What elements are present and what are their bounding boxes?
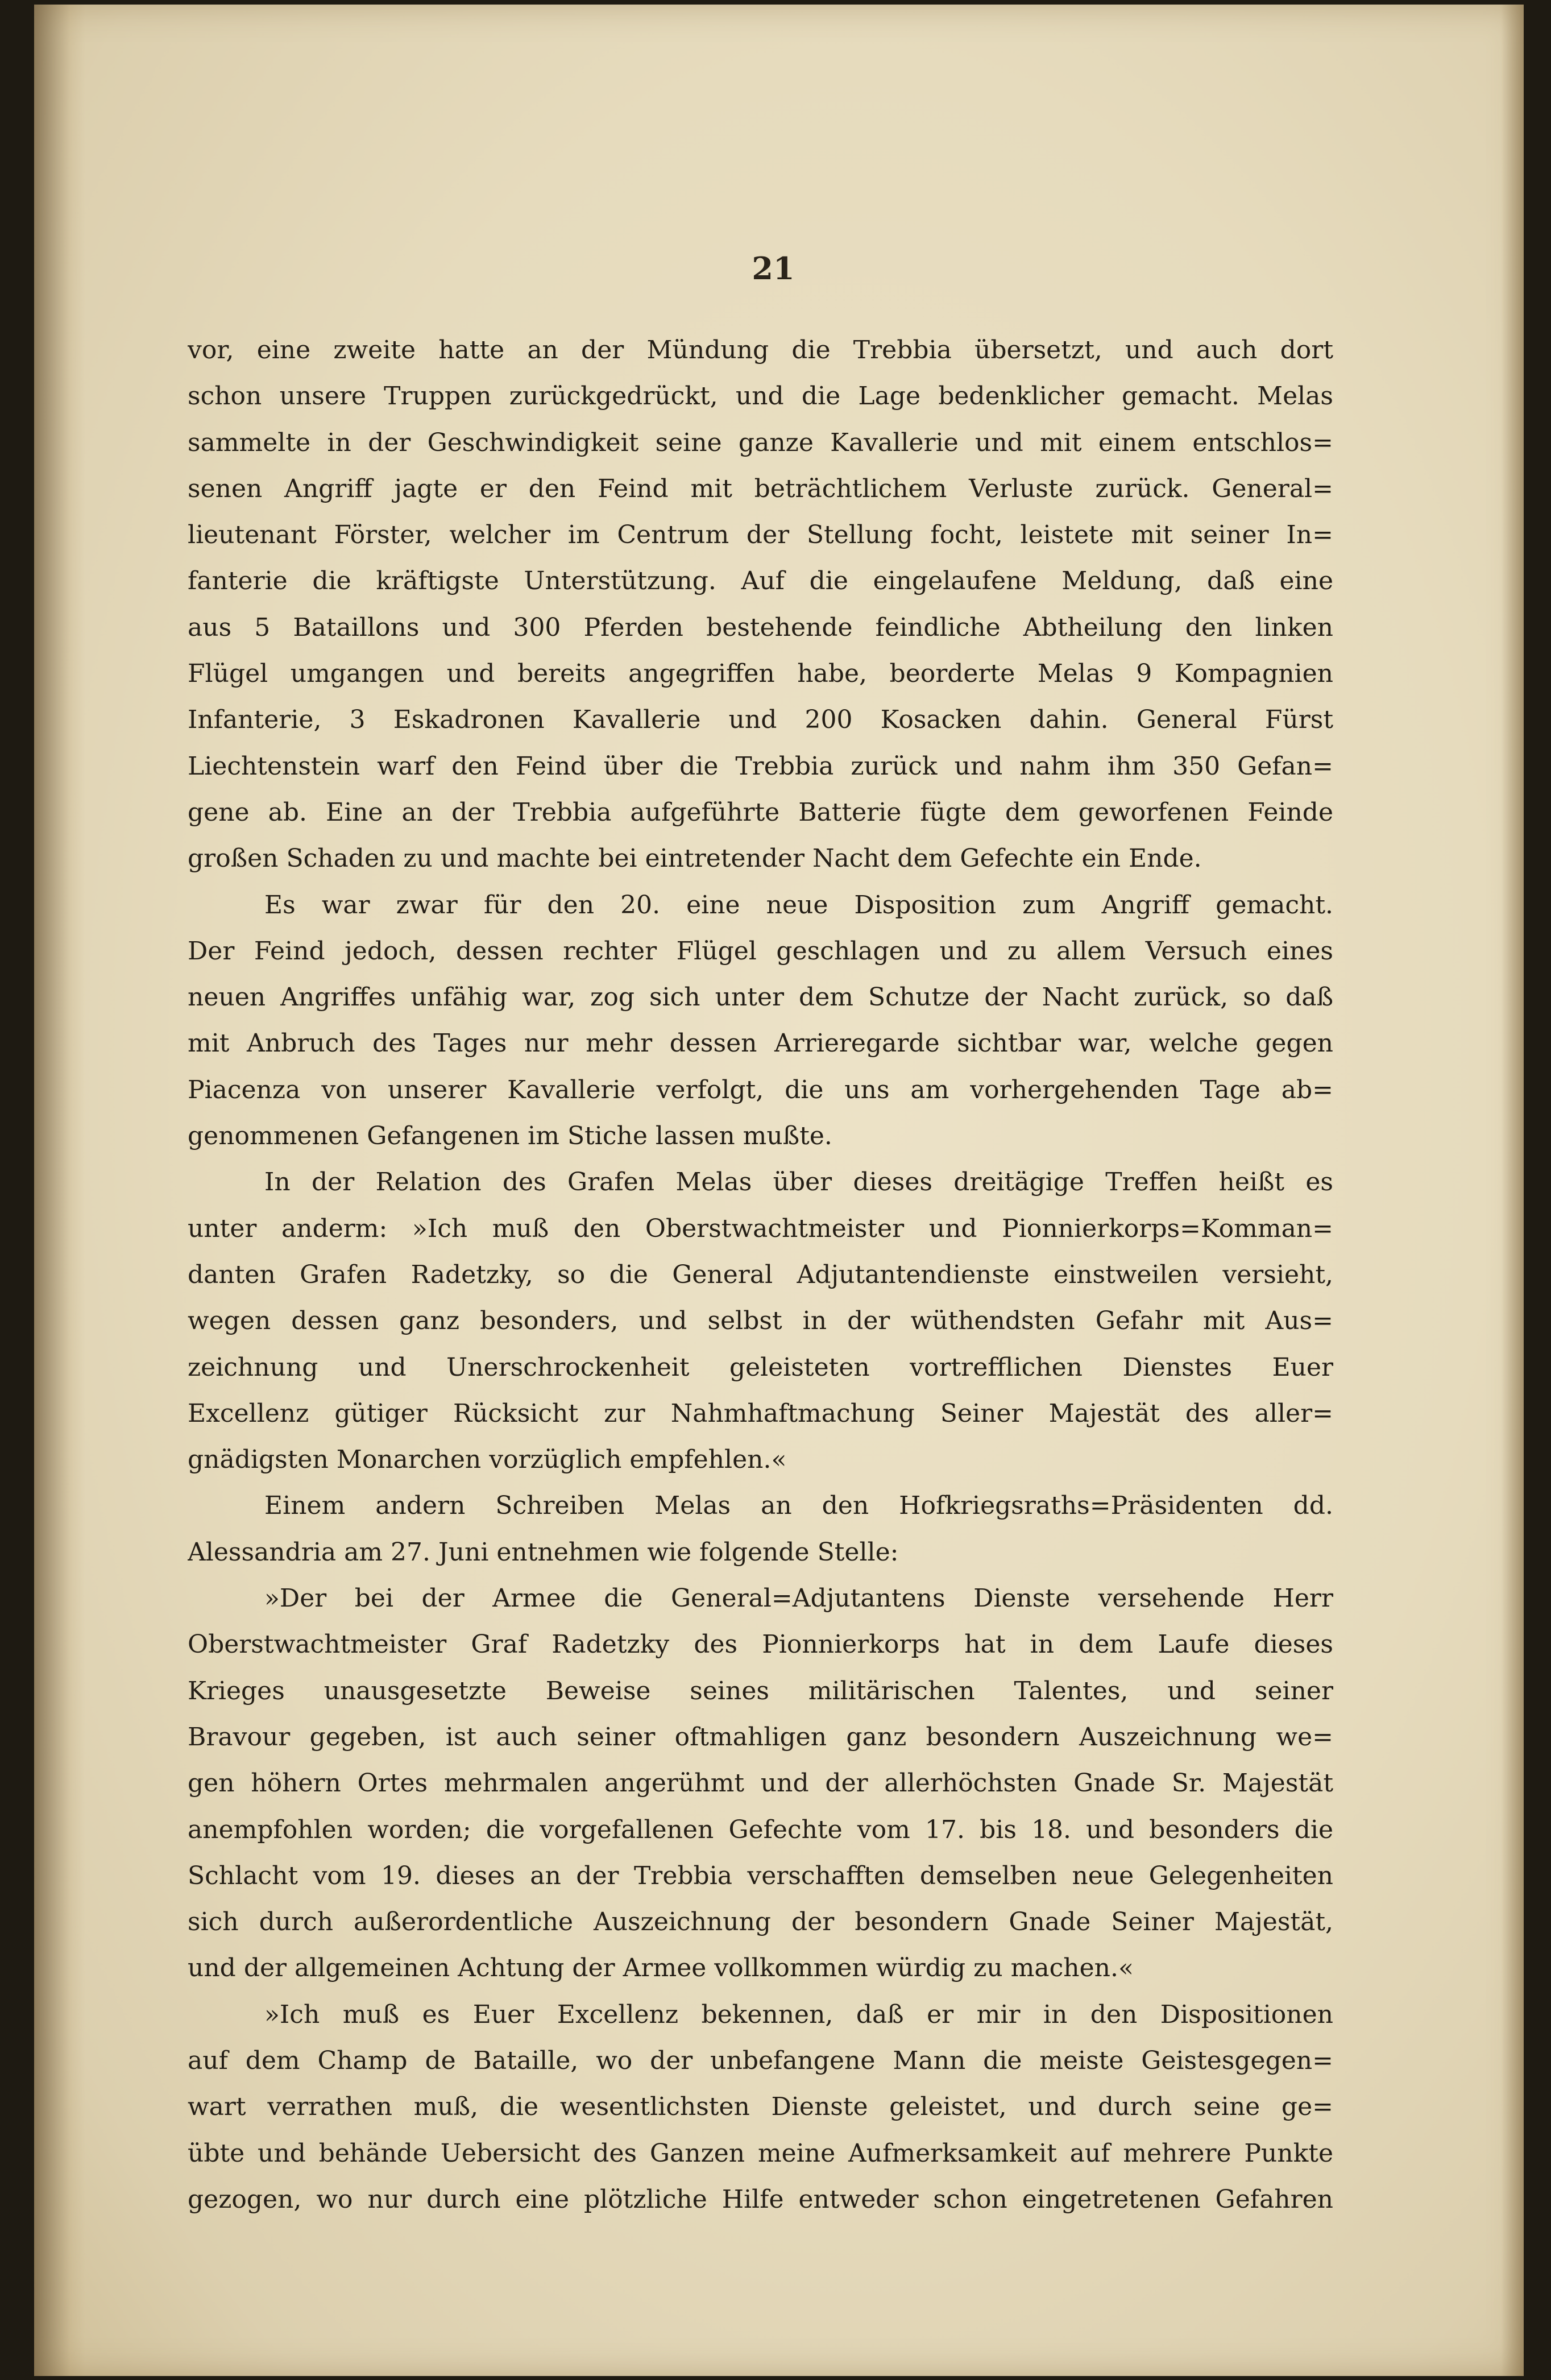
- text-line: anempfohlen worden; die vorgefallenen Gefechte vom 17. bis 18. und besonders die: [188, 1815, 1333, 1844]
- text-line: Es war zwar für den 20. eine neue Disposition zum Angriff gemacht.: [264, 890, 1333, 920]
- text-line: wegen dessen ganz besonders, und selbst in der wüthendsten Gefahr mit Aus=: [188, 1306, 1333, 1336]
- text-line: Excellenz gütiger Rücksicht zur Nahmhaftmachung Seiner Majestät des aller=: [188, 1398, 1333, 1428]
- text-line: Alessandria am 27. Juni entnehmen wie folgende Stelle:: [188, 1537, 899, 1567]
- text-line: neuen Angriffes unfähig war, zog sich unter dem Schutze der Nacht zurück, so daß: [188, 983, 1333, 1012]
- text-line: vor, eine zweite hatte an der Mündung die Trebbia übersetzt, und auch dort: [188, 336, 1333, 365]
- text-line: auf dem Champ de Bataille, wo der unbefangene Mann die meiste Geistesgegen=: [188, 2046, 1333, 2075]
- text-line: fanterie die kräftigste Unterstützung. Auf die eingelaufene Meldung, daß eine: [188, 566, 1333, 596]
- text-line: Infanterie, 3 Eskadronen Kavallerie und 200 Kosacken dahin. General Fürst: [188, 705, 1333, 735]
- text-line: Oberstwachtmeister Graf Radetzky des Pionnierkorps hat in dem Laufe dieses: [188, 1630, 1333, 1659]
- page-number: 21: [752, 250, 795, 287]
- text-line: Liechtenstein warf den Feind über die Trebbia zurück und nahm ihm 350 Gefan=: [188, 751, 1333, 781]
- text-line: »Ich muß es Euer Excellenz bekennen, daß er mir in den Dispositionen: [264, 2000, 1333, 2029]
- text-line: lieutenant Förster, welcher im Centrum der Stellung focht, leistete mit seiner In=: [188, 520, 1333, 550]
- text-line: Krieges unausgesetzte Beweise seines militärischen Talentes, und seiner: [188, 1676, 1333, 1706]
- body-text: [188, 327, 1333, 2222]
- text-line: gen höhern Ortes mehrmalen angerühmt und der allerhöchsten Gnade Sr. Majestät: [188, 1769, 1333, 1798]
- text-line: gezogen, wo nur durch eine plötzliche Hilfe entweder schon eingetretenen Gefahren: [188, 2184, 1333, 2214]
- text-line: aus 5 Bataillons und 300 Pferden bestehende feindliche Abtheilung den linken: [188, 612, 1333, 642]
- text-line: »Der bei der Armee die General=Adjutantens Dienste versehende Herr: [264, 1584, 1333, 1613]
- text-line: sammelte in der Geschwindigkeit seine ganze Kavallerie und mit einem entschlos=: [188, 428, 1333, 457]
- page-edge-shadow: [1501, 5, 1524, 2376]
- text-line: Piacenza von unserer Kavallerie verfolgt, die uns am vorhergehenden Tage ab=: [188, 1075, 1333, 1104]
- text-line: senen Angriff jagte er den Feind mit beträchtlichem Verluste zurück. General=: [188, 474, 1333, 503]
- text-line: danten Grafen Radetzky, so die General Adjutantendienste einstweilen versieht,: [188, 1260, 1333, 1289]
- text-line: Der Feind jedoch, dessen rechter Flügel geschlagen und zu allem Versuch eines: [188, 936, 1333, 966]
- text-line: Bravour gegeben, ist auch seiner oftmahligen ganz besondern Auszeichnung we=: [188, 1722, 1333, 1752]
- text-line: gene ab. Eine an der Trebbia aufgeführte Batterie fügte dem geworfenen Feinde: [188, 797, 1333, 827]
- text-line: unter anderm: »Ich muß den Oberstwachtmeister und Pionnierkorps=Komman=: [188, 1214, 1333, 1243]
- text-line: Flügel umgangen und bereits angegriffen habe, beorderte Melas 9 Kompagnien: [188, 659, 1333, 689]
- text-line: großen Schaden zu und machte bei eintretender Nacht dem Gefechte ein Ende.: [188, 844, 1202, 874]
- text-line: In der Relation des Grafen Melas über dieses dreitägige Treffen heißt es: [264, 1168, 1333, 1197]
- text-line: zeichnung und Unerschrockenheit geleisteten vortrefflichen Dienstes Euer: [188, 1352, 1333, 1382]
- page-gutter-shadow: [34, 5, 85, 2376]
- text-line: mit Anbruch des Tages nur mehr dessen Arrieregarde sichtbar war, welche gegen: [188, 1029, 1333, 1058]
- text-line: übte und behände Uebersicht des Ganzen meine Aufmerksamkeit auf mehrere Punkte: [188, 2138, 1333, 2168]
- text-line: sich durch außerordentliche Auszeichnung der besondern Gnade Seiner Majestät,: [188, 1907, 1333, 1937]
- text-line: Schlacht vom 19. dieses an der Trebbia verschafften demselben neue Gelegenheiten: [188, 1861, 1333, 1890]
- text-line: Einem andern Schreiben Melas an den Hofkriegsraths=Präsidenten dd.: [264, 1491, 1333, 1521]
- text-line: schon unsere Truppen zurückgedrückt, und die Lage bedenklicher gemacht. Melas: [188, 382, 1333, 411]
- text-line: und der allgemeinen Achtung der Armee vollkommen würdig zu machen.«: [188, 1953, 1134, 1983]
- text-line: genommenen Gefangenen im Stiche lassen mußte.: [188, 1121, 832, 1151]
- text-line: gnädigsten Monarchen vorzüglich empfehlen.«: [188, 1445, 787, 1475]
- text-line: wart verrathen muß, die wesentlichsten Dienste geleistet, und durch seine ge=: [188, 2092, 1333, 2122]
